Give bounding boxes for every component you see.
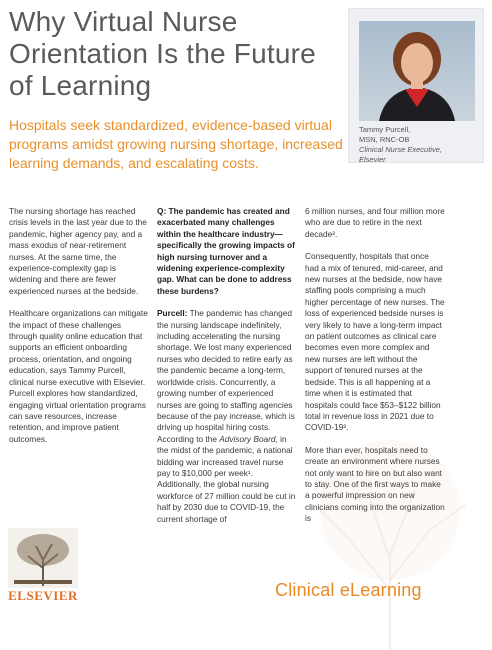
elsevier-tree-icon [8, 528, 78, 588]
column3-paragraph-2: Consequently, hospitals that once had a mix of tenured, mid-career, and new nurses at the bedside, now have staffing pools comprising a much higher percentage of new nurses. The loss of experienced bedside nurses is very likely to have a long-term impact on patient outcomes as clinical care becomes even more complex and new nurses are left without the support of tenured nurses at the bedside. This is all happening at a time when it is estimated that hospitals could face $53–$122 billion total in revenue loss in 2021 due to COVID-19³. [305, 251, 445, 433]
speaker-label: Purcell: [157, 308, 188, 319]
intro-paragraph-2: Healthcare organizations can mitigate the impact of these challenges through quality online education that supports an efficient onboarding process, orientation, and ongoing education, says Tammy Purcell, clinical nurse executive with Elsevier. Purcell explores how standardized, engaging virtual orientation programs can save resources, increase retention, and improve patient outcomes. [9, 308, 148, 444]
column3-paragraph-3: More than ever, hospitals need to create an environment where nurses not only want to hire on but also want to stay. One of the first ways to make a powerful impression on new clinicians coming into the organization is [305, 444, 445, 524]
author-caption [359, 125, 483, 165]
answer-source: Advisory Board [219, 433, 276, 444]
author-name: Tammy Purcell, [359, 125, 411, 134]
answer-text-b: , in the midst of the pandemic, a national bidding war increased travel nurse pay to $10,000 per week¹. Additionally, the global nursing workforce of 27 million could be cut in half by 2030 due to COVID-19, the current shortage of [157, 433, 296, 524]
interview-answer [157, 308, 296, 525]
product-brand: Clinical eLearning [275, 580, 422, 600]
body-column-2 [157, 206, 296, 536]
author-photo [359, 21, 475, 121]
intro-paragraph-1: The nursing shortage has reached crisis levels in the last year due to the pandemic, higher agency pay, and a mass exodus of near-retirement nurses. At the same time, the experience-complexity gap is widening and there are fewer experienced nurses at the bedside. [9, 206, 147, 296]
author-card [348, 8, 484, 163]
column3-paragraph-1: 6 million nurses, and four million more who are due to retire in the next decade². [305, 206, 445, 239]
tree-watermark-icon [290, 430, 490, 650]
author-portrait-illustration [359, 21, 475, 121]
author-role: Clinical Nurse Executive, [359, 145, 442, 154]
publisher-wordmark: ELSEVIER [8, 588, 78, 603]
body-column-1 [9, 206, 149, 456]
article-title: Why Virtual Nurse Orientation Is the Future of Learning [9, 6, 316, 101]
interview-question: Q: The pandemic has created and exacerbated many challenges within the healthcare industry—specifically the growing impacts of high nursing turnover and a widening experience-complexity gap. What can be done to address these burdens? [157, 206, 295, 296]
author-credentials: MSN, RNC-OB [359, 135, 410, 144]
answer-text-a: The pandemic has changed the nursing landscape indefinitely, including accelerating the nursing shortage. We lost many experienced nurses who decided to retire early as the pandemic became a long-term, worldwide crisis. Concurrently, a growing number of experienced nurses are going to staffing agencies because of the pay increase, which is driving up hospital hiring costs. According to the [157, 308, 295, 444]
article-subtitle: Hospitals seek standardized, evidence-based virtual programs amidst growing nursing shortage, increased learning demands, and escalating costs. [9, 117, 343, 171]
author-org: Elsevier [359, 155, 386, 164]
